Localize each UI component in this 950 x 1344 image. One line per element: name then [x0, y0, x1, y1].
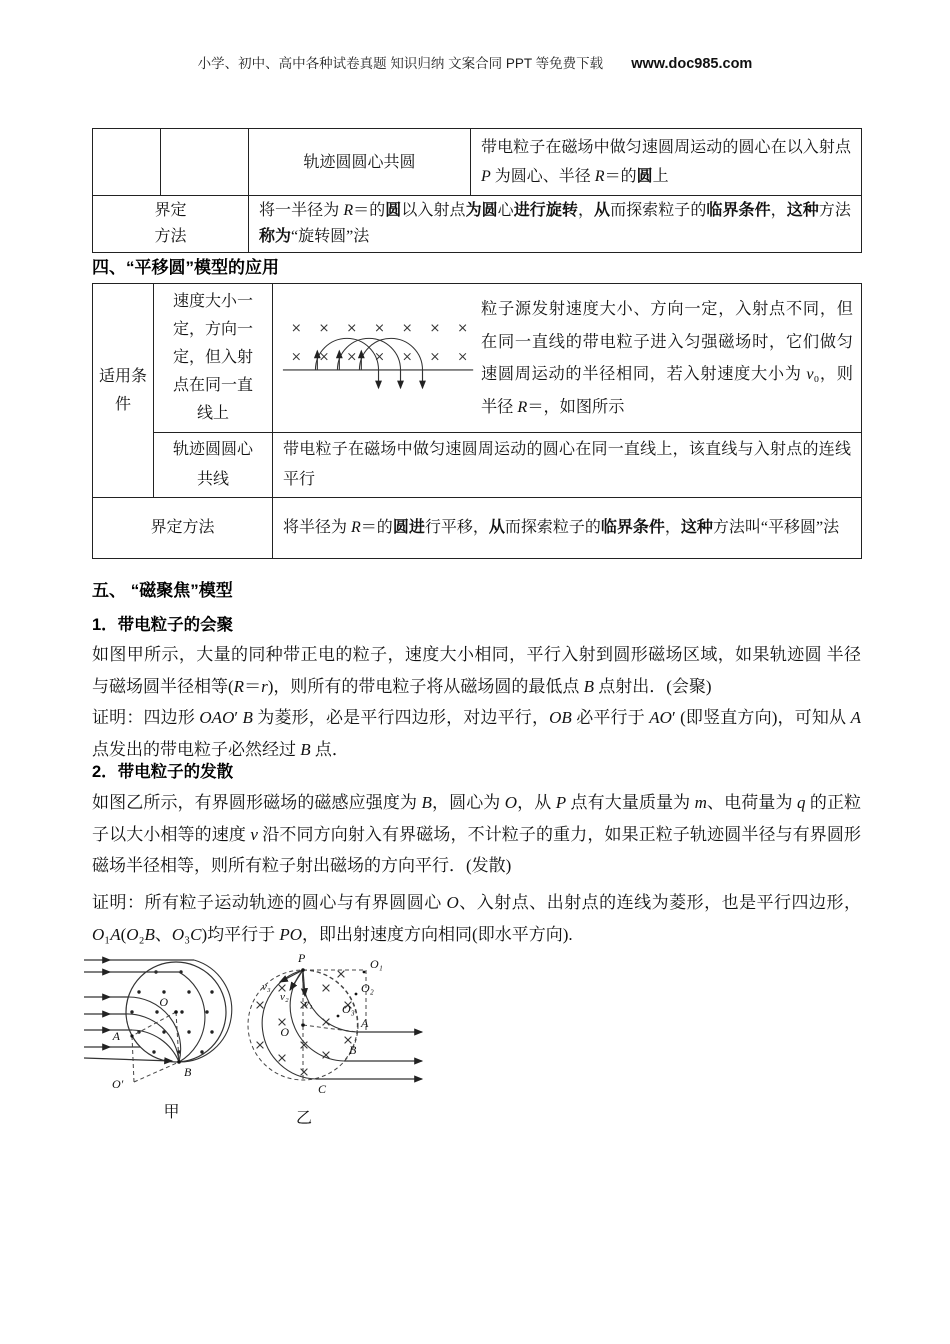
figure-yi-box — [238, 950, 428, 1128]
section5-title: 五、 “磁聚焦”模型 — [92, 581, 233, 600]
t2-condition-label: 适用条 件 — [93, 284, 154, 498]
header-site-link[interactable]: www.doc985.com — [631, 56, 753, 72]
label-A: A — [361, 1016, 369, 1030]
label-O: O — [280, 1025, 289, 1039]
label-O2: O₂ — [361, 981, 374, 995]
field-dots — [130, 970, 213, 1053]
t1-method-label: 界定 方法 — [93, 196, 249, 253]
figure-yi — [238, 950, 428, 1098]
t1-row1-content: 带电粒子在磁场中做匀速圆周运动的圆心在以入射点 P 为圆心、半径 R＝的圆上 — [471, 129, 862, 196]
t1-empty-cell-1 — [93, 129, 161, 196]
paragraph-diverge-proof: 证明：所有粒子运动轨迹的圆心与有界圆圆心 O、入射点、出射点的连线为菱形，也是平行四边形，O₁A(O₂B、O₃C)均平行于 PO，即出射速度方向相同(即水平方向). — [92, 893, 862, 944]
translate-circle-table — [92, 283, 862, 559]
label-v1: v₁ — [304, 998, 313, 1010]
t1-method-content: 将一半径为 R＝的圆以入射点为圆心进行旋转，从而探索粒子的临界条件，这种方法称为“旋转圆”法 — [249, 196, 862, 253]
figure-jia-caption: 甲 — [163, 1104, 180, 1121]
t2-row1-cell — [273, 284, 862, 433]
figure-yi-caption: 乙 — [295, 1110, 312, 1127]
t2-row3-content: 将半径为 R＝的圆进行平移，从而探索粒子的临界条件，这种方法叫“平移圆”法 — [273, 498, 862, 559]
label-O1: O₁ — [370, 957, 383, 971]
label-O3: O₃ — [342, 1002, 355, 1016]
label-v2: v₂ — [280, 991, 289, 1003]
page-header — [0, 52, 950, 72]
rotate-circle-table — [92, 128, 862, 253]
label-O-prime: O′ — [112, 1077, 124, 1091]
paragraph-diverge: 如图乙所示，有界圆形磁场的磁感应强度为 B，圆心为 O，从 P 点有大量质量为 m、电荷量为 q 的正粒子以大小相等的速度 v 沿不同方向射入有界磁场，不计粒子的重力，如果正粒子轨迹圆半径与有界圆形磁场半径相等，则所有粒子射出磁场的方向平行．(发散) — [92, 793, 862, 875]
section5-sub1: 1．带电粒子的会聚 — [92, 616, 234, 634]
t2-row2-content: 带电粒子在磁场中做匀速圆周运动的圆心在同一直线上，该直线与入射点的连线平行 — [273, 433, 862, 498]
label-O: O — [159, 995, 168, 1009]
t2-row3-label: 界定方法 — [93, 498, 273, 559]
label-B: B — [184, 1065, 192, 1079]
figure-jia — [84, 952, 259, 1092]
t1-empty-cell-2 — [161, 129, 249, 196]
label-P: P — [298, 951, 306, 965]
translate-circle-figure — [281, 311, 477, 405]
paragraph-converge-proof: 证明：四边形 OAO′ B 为菱形，必是平行四边形，对边平行，OB 必平行于 AO′ (即竖直方向)，可知从 A 点发出的带电粒子必然经过 B 点． — [92, 708, 862, 759]
label-v3: v₃ — [262, 981, 271, 993]
header-promo-text: 小学、初中、高中各种试卷真题 知识归纳 文案合同 PPT 等免费下载 — [197, 56, 604, 71]
label-A: A — [112, 1029, 120, 1043]
label-B: B — [349, 1043, 357, 1057]
t1-row1-label: 轨迹圆圆心共圆 — [249, 129, 471, 196]
t2-row1-content: 粒子源发射速度大小、方向一定，入射点不同，但在同一直线的带电粒子进入匀强磁场时，它们做匀速圆周运动的半径相同，若入射速度大小为 v₀，则半径 R＝，如图所示 — [481, 300, 853, 416]
paragraph-converge: 如图甲所示，大量的同种带正电的粒子，速度大小相同，平行入射到圆形磁场区域，如果轨迹圆 半径与磁场圆半径相等(R＝r)，则所有的带电粒子将从磁场圆的最低点 B 点射出．(会聚) — [92, 645, 861, 696]
figure-jia-box — [84, 952, 259, 1122]
t2-row2-label: 轨迹圆圆心 共线 — [154, 433, 273, 498]
section4-title: 四、“平移圆”模型的应用 — [92, 258, 279, 277]
t2-row1-label: 速度大小一 定，方向一 定，但入射 点在同一直 线上 — [154, 284, 273, 433]
label-C: C — [318, 1082, 327, 1096]
section5-sub2: 2．带电粒子的发散 — [92, 763, 234, 781]
